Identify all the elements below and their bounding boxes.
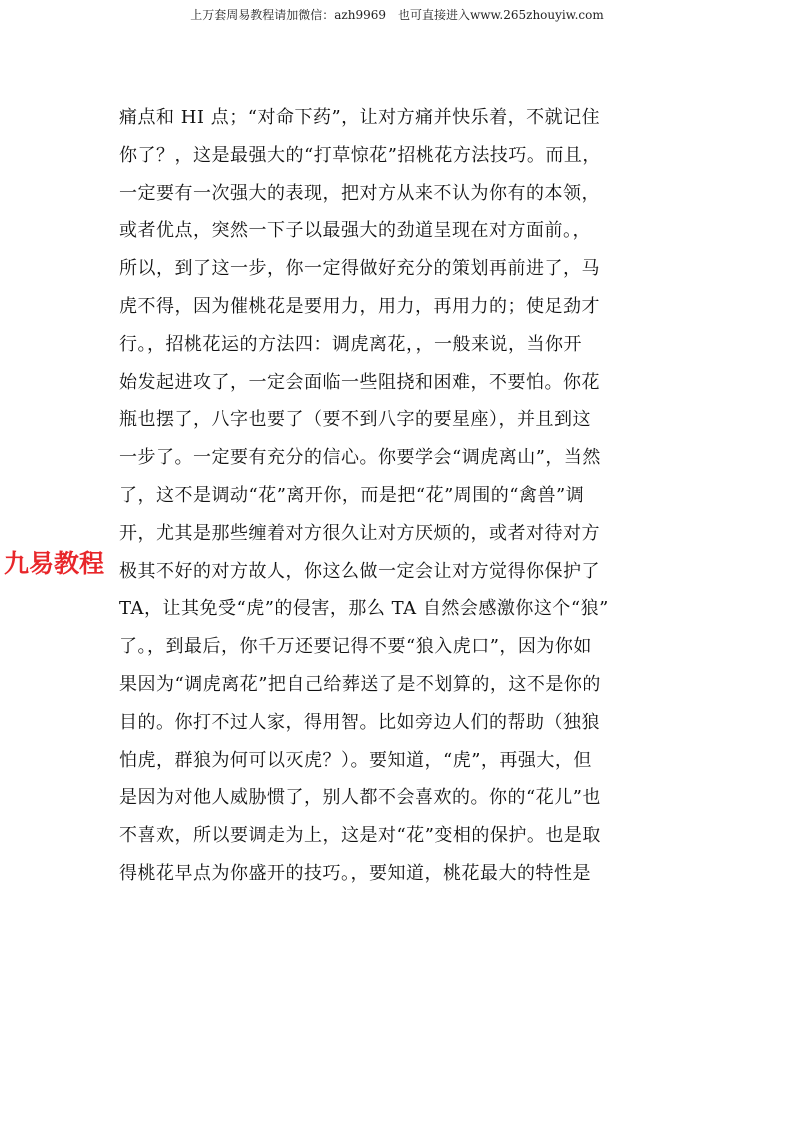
text-line: 一步了。一定要有充分的信心。你要学会“调虎离山”，当然	[119, 447, 601, 469]
watermark-logo: 九易教程	[4, 549, 105, 578]
text-line: 果因为“调虎离花”把自己给葬送了是不划算的，这不是你的	[119, 673, 601, 695]
text-line: 开，尤其是那些缠着对方很久让对方厌烦的，或者对待对方	[119, 522, 600, 544]
text-line: 你了？，这是最强大的“打草惊花”招桃花方法技巧。而且，	[119, 144, 601, 166]
text-line: 行。，招桃花运的方法四：调虎离花，，一般来说，当你开	[119, 333, 582, 355]
body-text	[119, 99, 679, 893]
text-line: 瓶也摆了，八字也要了（要不到八字的要星座），并且到这	[119, 409, 591, 431]
text-line: 极其不好的对方故人，你这么做一定会让对方觉得你保护了	[119, 560, 600, 582]
text-line: 是因为对他人威胁惯了，别人都不会喜欢的。你的“花儿”也	[119, 787, 601, 809]
text-line: 怕虎，群狼为何可以灭虎？）。要知道，“虎”，再强大，但	[119, 749, 592, 771]
text-line: 目的。你打不过人家，得用智。比如旁边人们的帮助（独狼	[119, 711, 600, 733]
text-line: 了。，到最后，你千万还要记得不要“狼入虎口”，因为你如	[119, 636, 592, 658]
text-line: 始发起进攻了，一定会面临一些阻挠和困难，不要怕。你花	[119, 371, 600, 393]
text-line: 或者优点，突然一下子以最强大的劲道呈现在对方面前。，	[119, 220, 591, 242]
text-line: 得桃花早点为你盛开的技巧。，要知道，桃花最大的特性是	[119, 862, 591, 884]
text-line: 痛点和 HI 点；“对命下药”，让对方痛并快乐着，不就记住	[119, 107, 601, 128]
header-note: 上万套周易教程请加微信：azh9969 也可直接进入www.265zhouyiw.com	[190, 8, 604, 22]
text-line: 虎不得，因为催桃花是要用力，用力，再用力的；使足劲才	[119, 295, 600, 317]
text-line: 了，这不是调动“花”离开你，而是把“花”周围的“禽兽”调	[119, 484, 585, 506]
text-line: TA，让其免受“虎”的侵害，那么 TA 自然会感激你这个“狼”	[119, 598, 609, 620]
text-line: 一定要有一次强大的表现，把对方从来不认为你有的本领，	[119, 182, 600, 204]
text-line: 所以，到了这一步，你一定得做好充分的策划再前进了，马	[119, 258, 600, 280]
text-line: 不喜欢，所以要调走为上，这是对“花”变相的保护。也是取	[119, 825, 601, 847]
